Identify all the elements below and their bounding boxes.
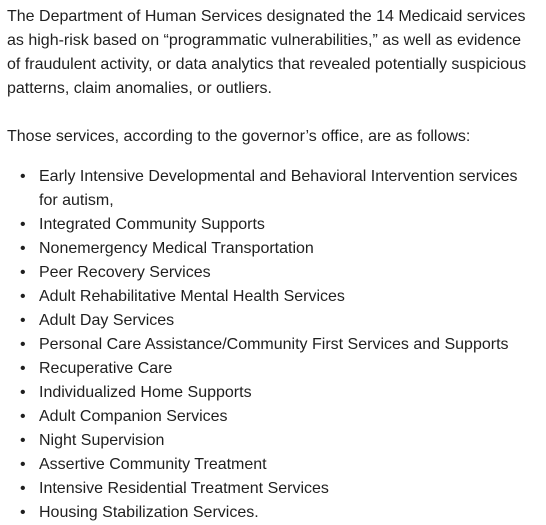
list-item: [7, 501, 534, 525]
list-item: [7, 405, 534, 429]
service-label: Adult Companion Services: [39, 408, 228, 425]
service-label: Housing Stabilization Services.: [39, 504, 259, 521]
bullet-icon: •: [20, 240, 26, 257]
service-label: Assertive Community Treatment: [39, 456, 267, 473]
intro-paragraph: The Department of Human Services designated the 14 Medicaid services as high-risk based on “programmatic vulnerabilities,” as well as evidence of fraudulent activity, or data analytics that revealed potentially suspicious patterns, claim anomalies, or outliers.: [7, 8, 527, 97]
service-label: Night Supervision: [39, 432, 165, 449]
bullet-icon: •: [20, 360, 26, 377]
service-label: Integrated Community Supports: [39, 216, 265, 233]
service-label: Recuperative Care: [39, 360, 173, 377]
list-item: [7, 333, 534, 357]
service-label: Peer Recovery Services: [39, 264, 211, 281]
services-lead-paragraph: Those services, according to the governor’s office, are as follows:: [7, 128, 471, 145]
list-item: [7, 429, 534, 453]
bullet-icon: •: [20, 408, 26, 425]
list-item: [7, 213, 534, 237]
service-label: Personal Care Assistance/Community First Services and Supports: [39, 336, 509, 353]
list-item: [7, 285, 534, 309]
service-label: Early Intensive Developmental and Behavioral Intervention services for autism,: [39, 168, 518, 209]
list-item: [7, 309, 534, 333]
bullet-icon: •: [20, 480, 26, 497]
list-item: [7, 357, 534, 381]
list-item: [7, 165, 534, 213]
bullet-icon: •: [20, 288, 26, 305]
bullet-icon: •: [20, 384, 26, 401]
service-label: Individualized Home Supports: [39, 384, 252, 401]
list-item: [7, 453, 534, 477]
list-item: [7, 477, 534, 501]
bullet-icon: •: [20, 504, 26, 521]
bullet-icon: •: [20, 336, 26, 353]
services-list: [7, 165, 534, 525]
bullet-icon: •: [20, 216, 26, 233]
service-label: Nonemergency Medical Transportation: [39, 240, 314, 257]
bullet-icon: •: [20, 312, 26, 329]
list-item: [7, 381, 534, 405]
service-label: Intensive Residential Treatment Services: [39, 480, 329, 497]
service-label: Adult Day Services: [39, 312, 175, 329]
list-item: [7, 237, 534, 261]
bullet-icon: •: [20, 264, 26, 281]
bullet-icon: •: [20, 168, 26, 185]
list-item: [7, 261, 534, 285]
bullet-icon: •: [20, 456, 26, 473]
service-label: Adult Rehabilitative Mental Health Services: [39, 288, 345, 305]
bullet-icon: •: [20, 432, 26, 449]
